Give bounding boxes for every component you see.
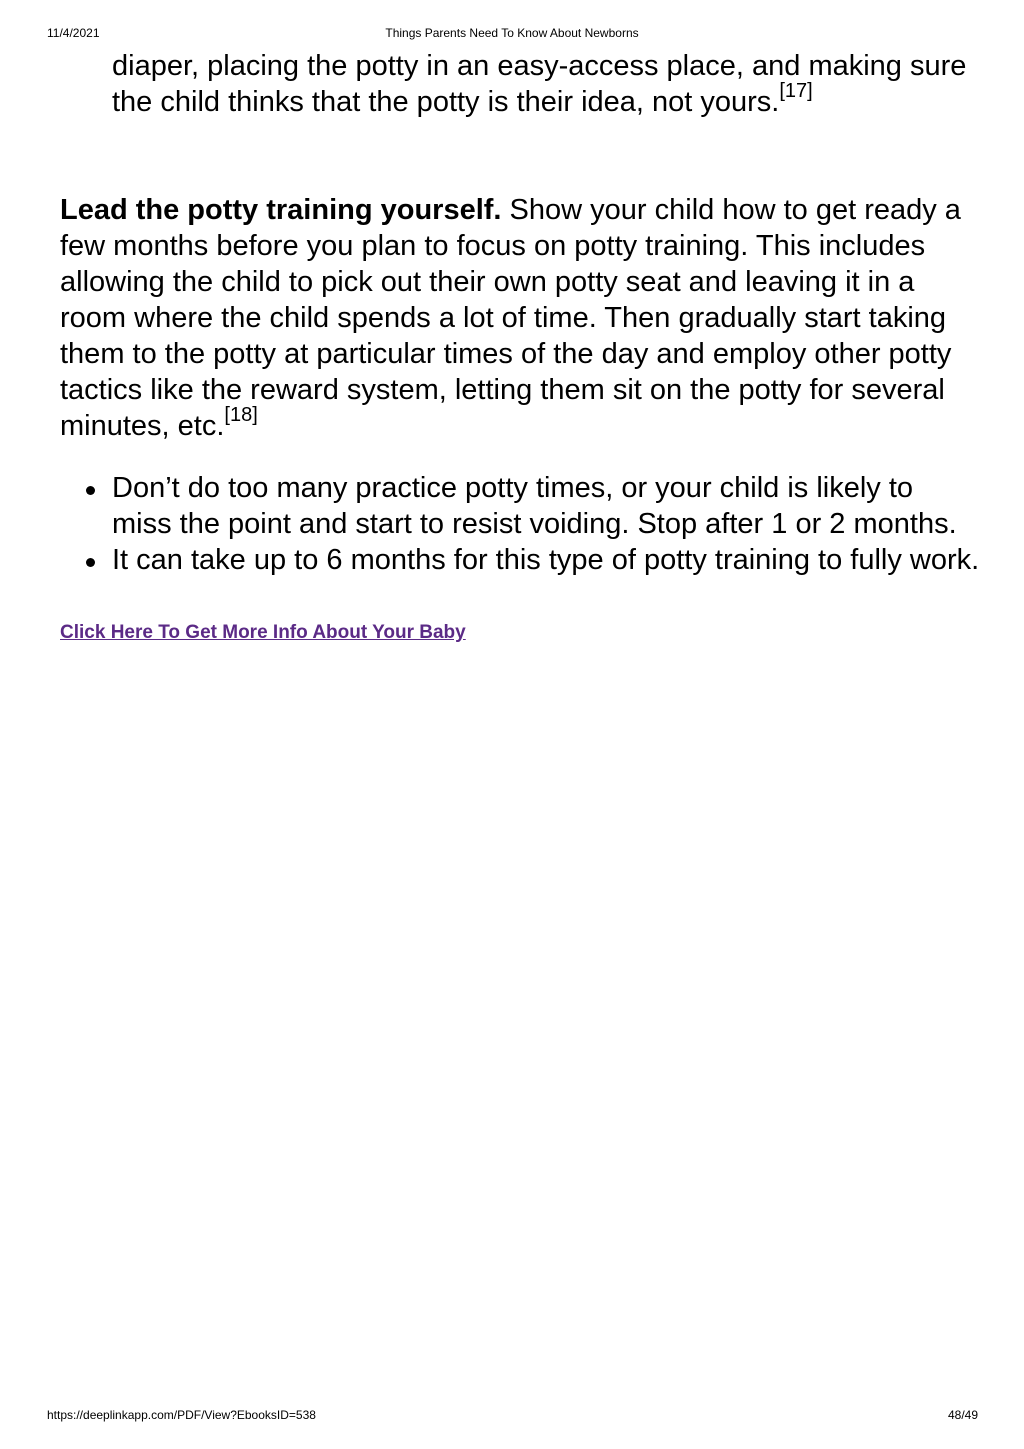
document-title: Things Parents Need To Know About Newborns [385, 26, 639, 40]
tip-paragraph [60, 192, 980, 444]
page-content [60, 48, 980, 647]
tip-heading: Lead the potty training yourself. [60, 194, 502, 226]
tip-bullet-list [60, 470, 980, 578]
list-item [60, 470, 980, 542]
print-date: 11/4/2021 [47, 26, 100, 40]
continued-text: diaper, placing the potty in an easy-access place, and making sure the child thinks that the potty is their idea, not yours. [112, 50, 967, 118]
tip-body: Show your child how to get ready a few months before you plan to focus on potty training. This includes allowing the child to pick out their own potty seat and leaving it in a room where the child spends a lot of time. Then gradually start taking them to the potty at particular times of the day and employ other potty tactics like the reward system, letting them sit on the potty for several minutes, etc. [60, 194, 961, 442]
list-item-text: Don’t do too many practice potty times, or your child is likely to miss the point and start to resist voiding. Stop after 1 or 2 months. [112, 472, 957, 540]
page-url: https://deeplinkapp.com/PDF/View?EbooksID=538 [47, 1408, 316, 1422]
reference-18[interactable]: [18] [224, 404, 258, 426]
continued-list-text [112, 48, 980, 120]
page-number: 48/49 [947, 1408, 978, 1422]
list-item-text: It can take up to 6 months for this type of potty training to fully work. [112, 544, 980, 576]
bullet-icon [86, 558, 95, 567]
reference-17[interactable]: [17] [779, 80, 813, 102]
more-info-link[interactable]: Click Here To Get More Info About Your Baby [60, 622, 466, 643]
bullet-icon [86, 486, 95, 495]
list-item [60, 542, 980, 578]
